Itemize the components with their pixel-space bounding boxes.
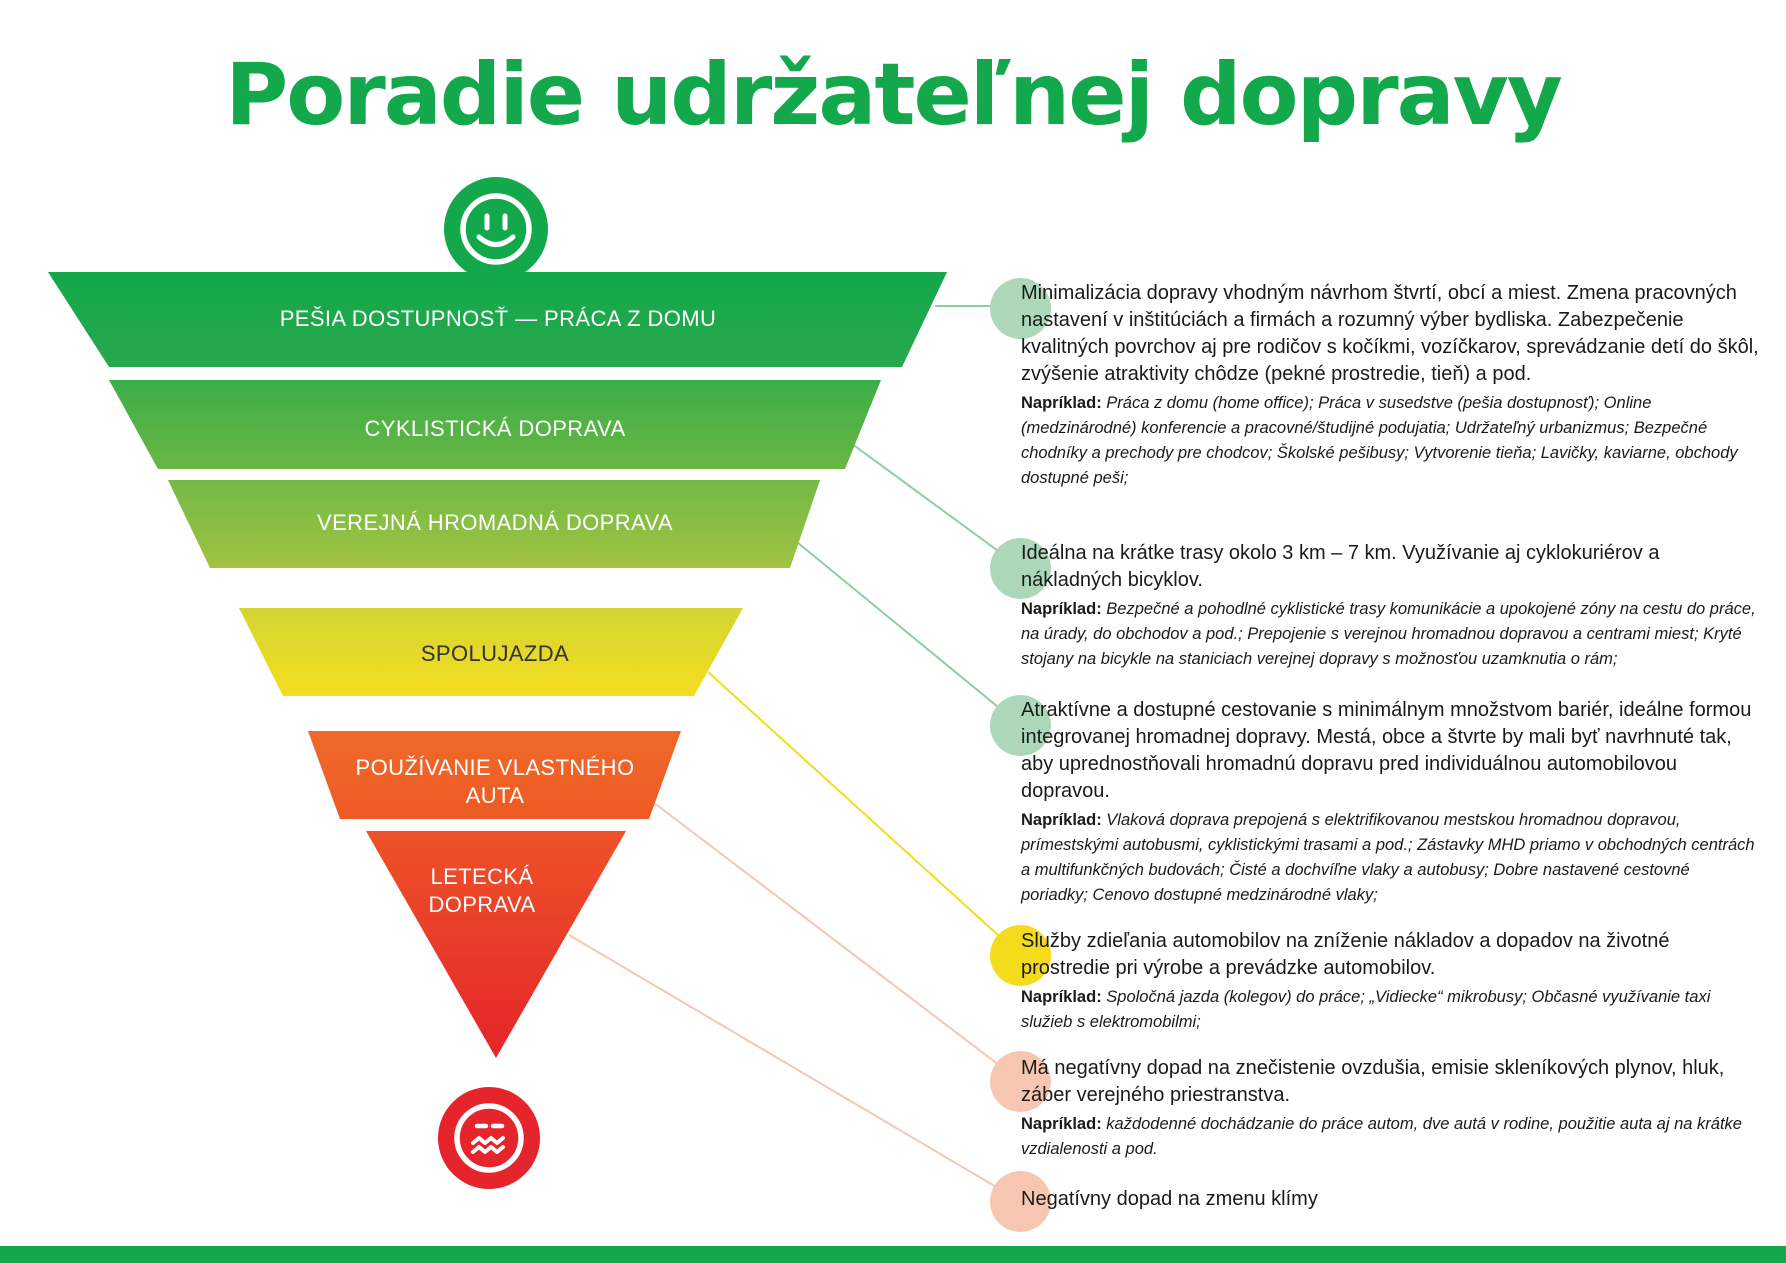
example-label: Napríklad:: [1021, 394, 1102, 412]
connector-line-2: [848, 441, 1020, 567]
desc-public-transport-example: [1021, 808, 1761, 908]
desc-walking-text: Minimalizácia dopravy vhodným návrhom štvrtí, obcí a miest. Zmena pracovných nastavení v inštitúciách a firmách a rozumný výber bydliska. Zabezpečenie kvalitných povrchov aj pre rodičov s kočíkmi, vozíčkarov, sprevádzanie detí do škôl, zvýšenie atraktivity chôdze (pekné prostredie, tieň) a pod.: [1021, 282, 1759, 385]
desc-private-car: [1021, 1055, 1761, 1162]
desc-aviation-text: Negatívny dopad na zmenu klímy: [1021, 1188, 1318, 1210]
smiley-sick-icon: [438, 1087, 540, 1189]
smiley-happy-icon: [444, 177, 548, 281]
example-label: Napríklad:: [1021, 600, 1102, 618]
connector-line-4: [708, 672, 1020, 955]
example-label: Napríklad:: [1021, 1115, 1102, 1133]
example-text: Vlaková doprava prepojená s elektrifikovanou mestskou hromadnou dopravou, prímestskými autobusmi, cyklistickými trasami a pod.; Zástavky MHD priamo v obchodných centrách a multifunkčných budovách; Čisté a dochvíľne vlaky a autobusy; Dobre nastavené cestovné poriadky; Cenovo dostupné medzinárodné vlaky;: [1021, 811, 1755, 904]
tier-label-public-transport: VEREJNÁ HROMADNÁ DOPRAVA: [317, 510, 673, 535]
desc-cycling: [1021, 540, 1761, 672]
desc-carpooling-text: Služby zdieľania automobilov na zníženie nákladov a dopadov na životné prostredie pri výrobe a prevádzke automobilov.: [1021, 930, 1670, 979]
tier-label-cycling: CYKLISTICKÁ DOPRAVA: [364, 416, 626, 441]
desc-carpooling: [1021, 928, 1761, 1035]
example-text: Spoločná jazda (kolegov) do práce; „Vidiecke“ mikrobusy; Občasné využívanie taxi služieb s elektromobilmi;: [1021, 988, 1711, 1031]
tier-label-aviation: LETECKÁ DOPRAVA: [428, 864, 536, 917]
desc-carpooling-example: [1021, 985, 1761, 1035]
desc-public-transport: [1021, 697, 1761, 908]
page-title: Poradie udržateľnej dopravy: [225, 45, 1561, 145]
example-text: každodenné dochádzanie do práce autom, dve autá v rodine, použitie auta aj na krátke vzdialenosti a pod.: [1021, 1115, 1742, 1158]
desc-private-car-example: [1021, 1112, 1761, 1162]
example-label: Napríklad:: [1021, 811, 1102, 829]
connector-line-3: [792, 538, 1020, 725]
tier-label-walking: PEŠIA DOSTUPNOSŤ — PRÁCA Z DOMU: [279, 306, 717, 331]
desc-public-transport-text: Atraktívne a dostupné cestovanie s minimálnym množstvom bariér, ideálne formou integrovanej hromadnej dopravy. Mestá, obce a štvrte by mali byť navrhnuté tak, aby uprednostňovali hromadnú dopravu pred individuálnou automobilovou dopravou.: [1021, 699, 1752, 802]
bottom-bar: [0, 1246, 1786, 1263]
desc-cycling-example: [1021, 597, 1761, 672]
connector-line-5: [649, 799, 1020, 1081]
desc-walking: [1021, 280, 1761, 491]
tier-label-carpooling: SPOLUJAZDA: [420, 641, 570, 666]
desc-cycling-text: Ideálna na krátke trasy okolo 3 km – 7 km. Využívanie aj cyklokuriérov a nákladných bicyklov.: [1021, 542, 1660, 591]
connector-line-6: [569, 935, 1020, 1201]
desc-private-car-text: Má negatívny dopad na znečistenie ovzdušia, emisie skleníkových plynov, hluk, záber verejného priestranstva.: [1021, 1057, 1725, 1106]
desc-aviation: [1021, 1186, 1761, 1213]
example-text: Bezpečné a pohodlné cyklistické trasy komunikácie a upokojené zóny na cestu do práce, na úrady, do obchodov a pod.; Prepojenie s verejnou hromadnou dopravou a centrami miest; Kryté stojany na bicykle na staniciach verejnej dopravy s možnosťou uzamknutia o rám;: [1021, 600, 1756, 668]
example-text: Práca z domu (home office); Práca v susedstve (pešia dostupnosť); Online (medzinárodné) konferencie a pracovné/študijné podujatia; Udržateľný urbanizmus; Bezpečné chodníky a prechody pre chodcov; Školské pešibusy; Vytvorenie tieňa; Lavičky, kaviarne, obchody dostupné peši;: [1021, 394, 1738, 487]
desc-walking-example: [1021, 391, 1761, 491]
tier-label-private-car: POUŽÍVANIE VLASTNÉHO AUTA: [355, 755, 635, 808]
example-label: Napríklad:: [1021, 988, 1102, 1006]
